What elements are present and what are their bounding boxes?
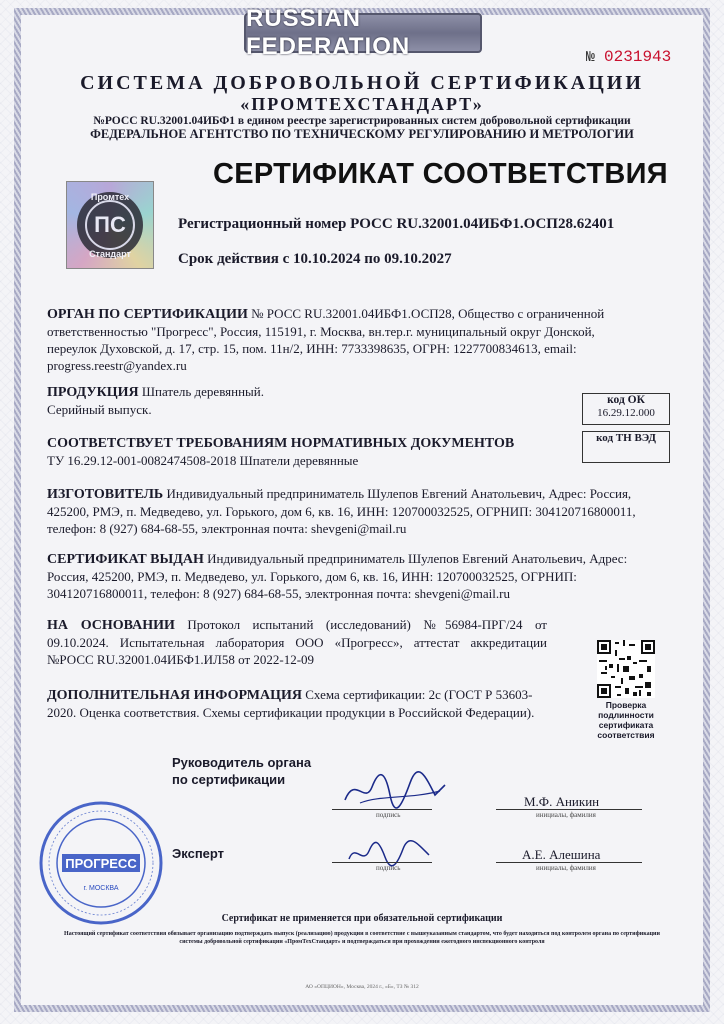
requirements-section bbox=[47, 434, 577, 469]
head-sign-line bbox=[332, 809, 432, 810]
registry-line: №РОСС RU.32001.04ИБФ1 в едином реестре зарегистрированных систем добровольной сертификации bbox=[93, 115, 631, 127]
registration-number: Регистрационный номер РОСС RU.32001.04ИБФ1.ОСП28.62401 bbox=[178, 216, 615, 232]
product-text: Шпатель деревянный. bbox=[138, 384, 264, 399]
head-signature bbox=[340, 765, 450, 815]
logo-mark: ПС bbox=[94, 212, 126, 237]
manufacturer-text: Индивидуальный предприниматель Шулепов Евгений Анатольевич, Адрес: Россия, 425200, РМЭ, п. Медведево, ул. Горького, дом 6, кв. 16, ИНН: 120700032525, ОГРНИП: 304120716800011, телефон: 8 (927) 684-68-55, электронная почта: shevgeni@mail.ru bbox=[47, 486, 636, 536]
validity-period: Срок действия с 10.10.2024 по 09.10.2027 bbox=[178, 251, 452, 267]
qr-caption: Проверка подлинности сертификата соответствия bbox=[597, 700, 655, 740]
organ-section bbox=[47, 305, 647, 374]
issued-section bbox=[47, 550, 647, 602]
requirements-text: ТУ 16.29.12-001-0082474508-2018 Шпатели деревянные bbox=[47, 453, 359, 468]
organization-stamp bbox=[38, 800, 164, 926]
manufacturer-section bbox=[47, 485, 647, 537]
expert-sign-caption: подпись bbox=[376, 864, 401, 872]
ok-code-box bbox=[582, 393, 670, 425]
head-name: М.Ф. Аникин bbox=[524, 794, 600, 809]
additional-text: Схема сертификации: 2с (ГОСТ Р 53603-2020. Оценка соответствия. Схемы сертификации продукции в Российской Федерации). bbox=[47, 687, 535, 720]
footer-note: Сертификат не применяется при обязательной сертификации bbox=[221, 913, 503, 924]
product-line2: Серийный выпуск. bbox=[47, 402, 152, 417]
tnved-code-box bbox=[582, 431, 670, 463]
number-value: 0231943 bbox=[604, 48, 672, 66]
number-prefix: № bbox=[586, 49, 596, 66]
hologram-logo bbox=[66, 181, 154, 269]
head-name-caption: инициалы, фамилия bbox=[536, 811, 596, 819]
product-section bbox=[47, 383, 577, 418]
ok-code-label: код ОК bbox=[607, 394, 645, 406]
verification-qr-code[interactable] bbox=[597, 640, 655, 698]
additional-section bbox=[47, 686, 547, 721]
requirements-label: СООТВЕТСТВУЕТ ТРЕБОВАНИЯМ НОРМАТИВНЫХ ДОКУМЕНТОВ bbox=[47, 436, 515, 451]
ok-code-value: 16.29.12.000 bbox=[597, 407, 655, 419]
system-brand: «ПРОМТЕХСТАНДАРТ» bbox=[240, 94, 484, 114]
promtech-logo-icon bbox=[67, 182, 153, 268]
footer-small-print: Настоящий сертификат соответствия обязывает организацию подтверждать выпуск (реализацию) продукции в соответствие с вышеуказанным стандартом, что будет находиться под контролем органа по сертификации системы добровольной сертификации «ПромТехСтандарт» и подтверждаться при прохождении ежегодного инспекционного контроля bbox=[64, 931, 660, 945]
logo-top: Промтех bbox=[90, 192, 130, 202]
basis-text: Протокол испытаний (исследований) №56984-ПРГ/24 от 09.10.2024. Испытательная лаборатория ООО «Прогресс», аттестат аккредитации №РОСС RU.32001.04ИБФ1.ИЛ58 от 2022-12-09 bbox=[47, 617, 547, 667]
issued-text: Индивидуальный предприниматель Шулепов Евгений Анатольевич, Адрес: Россия, 425200, РМЭ, п. Медведево, ул. Горького, дом 6, кв. 16, ИНН: 120700032525, ОГРНИП: 304120716800011, телефон: 8 (927) 684-68-55, электронная почта: shevgeni@mail.ru bbox=[47, 551, 628, 601]
expert-name: А.Е. Алешина bbox=[522, 847, 601, 862]
head-role: Руководитель органа по сертификации bbox=[172, 755, 312, 787]
certificate-title: СЕРТИФИКАТ СООТВЕТСТВИЯ bbox=[213, 158, 668, 190]
product-label: ПРОДУКЦИЯ bbox=[47, 385, 139, 400]
basis-label: НА ОСНОВАНИИ bbox=[47, 618, 175, 633]
issued-label: СЕРТИФИКАТ ВЫДАН bbox=[47, 552, 204, 567]
agency-line: ФЕДЕРАЛЬНОЕ АГЕНТСТВО ПО ТЕХНИЧЕСКОМУ РЕГУЛИРОВАНИЮ И МЕТРОЛОГИИ bbox=[90, 127, 634, 141]
expert-sign-line bbox=[332, 862, 432, 863]
printer-imprint: АО «ОПЦИОН», Москва, 2024 г., «Б», ТЗ № 312 bbox=[305, 984, 419, 990]
manufacturer-label: ИЗГОТОВИТЕЛЬ bbox=[47, 487, 164, 502]
tnved-code-label: код ТН ВЭД bbox=[596, 432, 656, 444]
expert-role: Эксперт bbox=[172, 846, 225, 861]
logo-bottom: Стандарт bbox=[89, 249, 131, 259]
organ-label: ОРГАН ПО СЕРТИФИКАЦИИ bbox=[47, 307, 248, 322]
system-name: СИСТЕМА ДОБРОВОЛЬНОЙ СЕРТИФИКАЦИИ bbox=[80, 72, 644, 94]
additional-label: ДОПОЛНИТЕЛЬНАЯ ИНФОРМАЦИЯ bbox=[47, 688, 302, 703]
country-banner: RUSSIAN FEDERATION bbox=[244, 13, 482, 53]
stamp-city-text: г. МОСКВА bbox=[83, 885, 119, 892]
blank-number bbox=[586, 48, 671, 66]
basis-section bbox=[47, 616, 547, 668]
organ-text: № РОСС RU.32001.04ИБФ1.ОСП28, Общество с ограниченной ответственностью "Прогресс", Россия, 115191, г. Москва, вн.тер.г. муниципальный округ Донской, переулок Духовской, д. 17, стр. 15, пом. 11н/2, ИНН: 7733398635, ОГРН: 1227700834613, email: progress.reestr@yandex.ru bbox=[47, 306, 605, 373]
expert-name-caption: инициалы, фамилия bbox=[536, 864, 596, 872]
stamp-center-text: ПРОГРЕСС bbox=[65, 856, 137, 871]
head-sign-caption: подпись bbox=[376, 811, 401, 819]
